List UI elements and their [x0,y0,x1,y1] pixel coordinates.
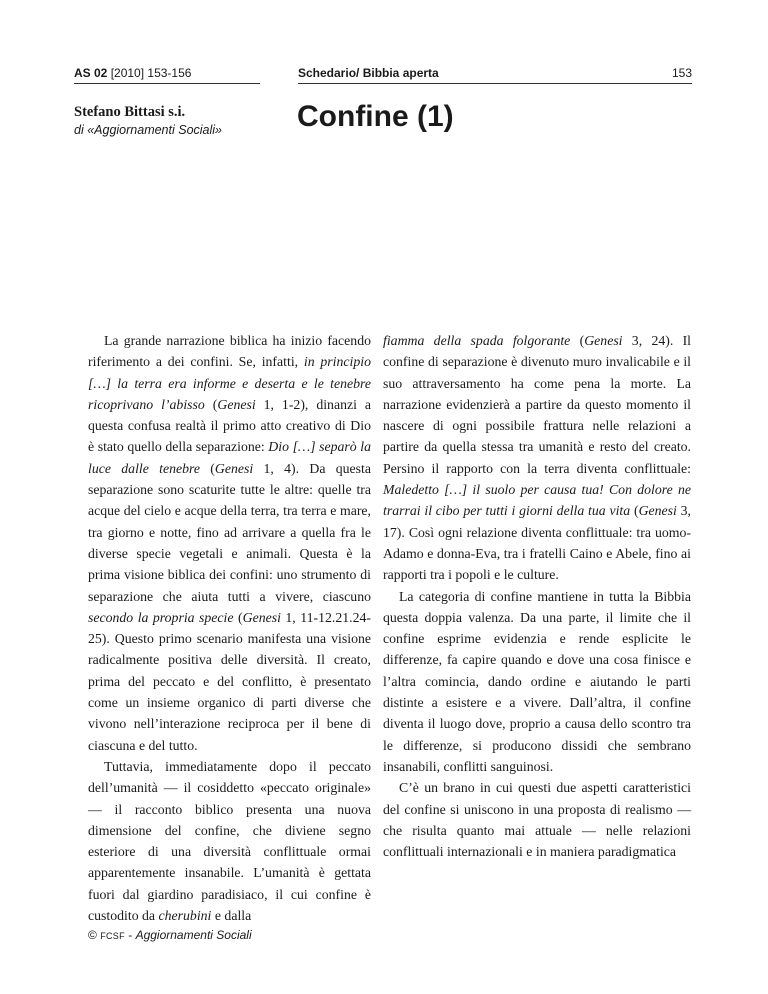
text-run: 1, 1-2), dinanzi a questa confusa realtà il primo atto creativo di Dio è stato quello della separazione: [88,396,372,455]
section-title: Schedario/ Bibbia aperta [298,66,439,80]
page-number: 153 [671,66,692,80]
text-run: 3, 24). Il confine di separazione è divenuto muro invalicabile e il suo attraversamento ha come pena la morte. La narrazione evidenzierà a partire da questo momento il nascere di ogni possibile frattura nelle relazioni a partire da quella stessa tra umanità e resto del creato. Persino il rapporto con la terra diventa conflittuale: [383,333,692,476]
text-run: 1, 11-12.21.24-25). Questo primo scenario manifesta una visione radicalmente positiva delle diversità. Il creato, prima del peccato e del conflitto, è presentato come un insieme organico di parti diverse che vivono nell’interazione reciproca per il bene di ciascuna e del tutto. [88,609,371,753]
text-run: 3, 17). Così ogni relazione diventa conflittuale: tra uomo-Adamo e donna-Eva, tra i fratelli Caino e Abele, fino ai rapporti tra i popoli e le culture. [383,503,692,583]
quote: in principio […] la terra era informe e deserta e le tenebre ricoprivano l’abisso [88,354,371,412]
text-run: 1, 4). Da questa separazione sono scaturite tutte le altre: quelle tra acque del cielo e acque della terra, tra terra e mare, tra giorno e notte, fino ad arrivare a quella fra le diverse specie vegetali e animali. Questa è la prima visione biblica dei confini: uno strumento di separazione che aiuta tutti a vivere, ciascuno [88,460,372,604]
text-run: e dalla [211,908,252,924]
header-rule-right [298,83,692,84]
book-reference: Genesi [638,503,677,519]
quote: Maledetto […] il suolo per causa tua! Con dolore ne trarrai il cibo per tutti i giorni della tua vita [383,482,691,519]
paragraph [383,330,691,586]
publisher-abbr: FCSF [100,931,125,941]
paragraph: C’è un brano in cui questi due aspetti caratteristici del confine si uniscono in una proposta di realismo — che risulta quanto mai attuale — nelle relazioni conflittuali internazionali e in maniera paradigmatica [383,780,691,860]
book-reference: Genesi [242,609,281,625]
header-rule-left [74,83,260,84]
journal-issue: [2010] 153-156 [107,66,192,80]
book-reference: Genesi [217,396,256,412]
text-run: ( [204,396,218,412]
book-reference: Genesi [214,460,254,476]
text-run: ( [200,460,215,476]
text-run: ( [630,503,639,519]
copyright-symbol: © [88,928,101,942]
text-run: La grande narrazione biblica ha inizio facendo riferimento a dei confini. Se, infatti, [88,333,371,370]
paragraph [88,330,371,756]
footer-credit [88,928,252,942]
journal-code: AS 02 [74,66,108,80]
journal-name: Aggiornamenti Sociali [135,928,252,942]
book-reference: Genesi [584,333,623,348]
separator: - [124,928,136,942]
author-affiliation: di «Aggiornamenti Sociali» [74,123,223,137]
text-run: ( [570,333,585,348]
paragraph [88,756,371,926]
author-name: Stefano Bittasi s.i. [74,104,186,120]
journal-reference [74,66,191,80]
body-column-left [88,330,371,926]
emphasis: cherubini [158,908,212,924]
text-run: Tuttavia, immediatamente dopo il peccato dell’umanità — il cosiddetto «peccato originale» — il racconto biblico presenta una nuova dimensione del confine, che diviene segno esteriore di una diversità conflittuale ormai apparentemente insanabile. L’umanità è gettata fuori dal giardino paradisiaco, il cui confine è custodito da [88,758,371,924]
quote: secondo la propria specie [88,609,234,625]
quote: Dio […] separò la luce dalle tenebre [88,439,372,476]
article-title: Confine (1) [297,100,454,133]
text-run: ( [233,609,243,625]
body-column-right [383,330,691,862]
paragraph: La categoria di confine mantiene in tutta la Bibbia questa doppia valenza. Da una parte, il limite che il confine esprime evidenzia e rende esplicite le differenze, fa capire quando e dove una cosa finisce e l’altra comincia, dando ordine e aiutando le parti distinte a esistere e a vivere. Dall’altra, il confine diventa il luogo dove, proprio a causa dello scontro tra le differenze, si producono dissidi che sembrano insanabili, conflitti sanguinosi. [383,588,691,774]
quote: fiamma della spada folgorante [383,333,571,348]
